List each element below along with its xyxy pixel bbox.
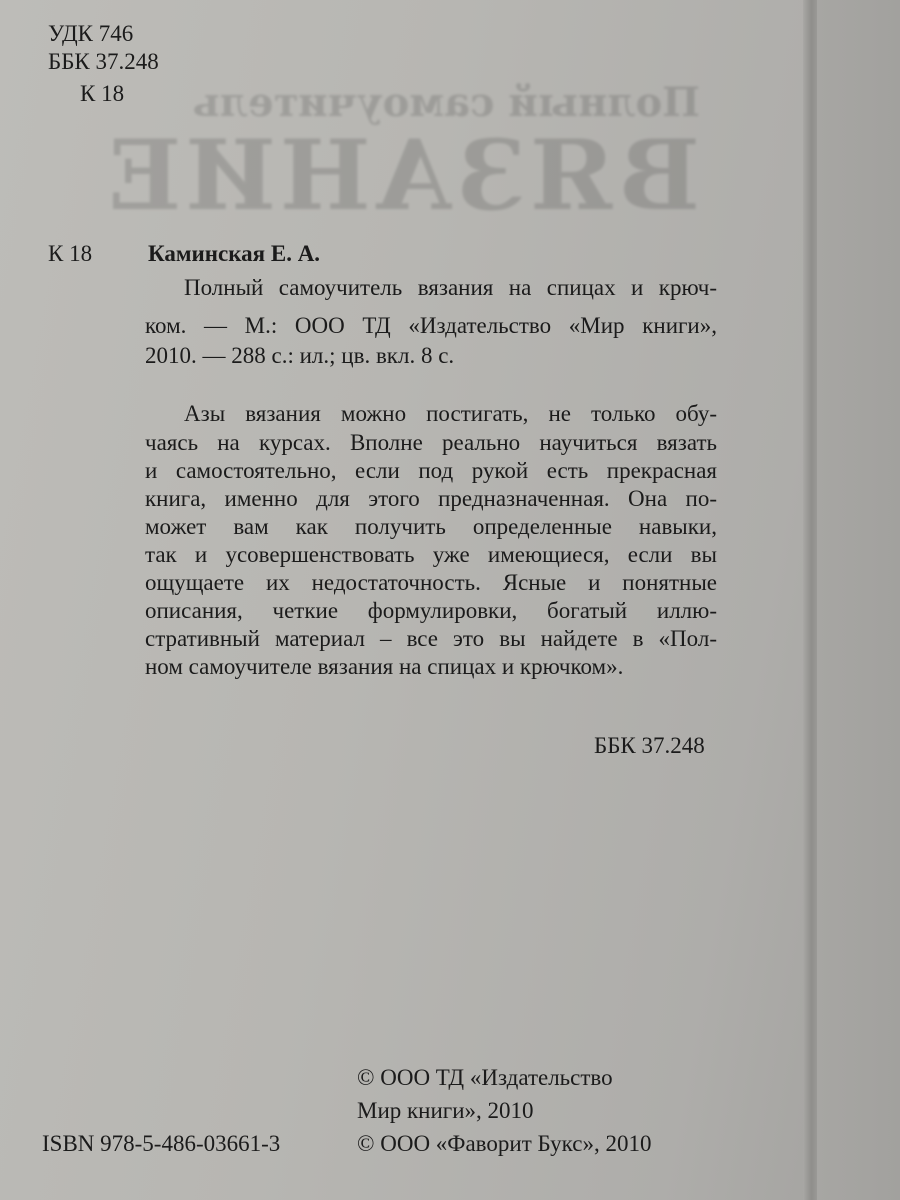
description-line: ком. — М.: ООО ТД «Издательство «Мир книги», xyxy=(145,313,717,338)
description-line: Полный самоучитель вязания на спицах и крюч- xyxy=(184,275,717,300)
annotation-line: Азы вязания можно постигать, не только обу- xyxy=(184,401,717,426)
description-line: 2010. — 288 с.: ил.; цв. вкл. 8 с. xyxy=(145,343,455,368)
author-mark: К 18 xyxy=(80,81,125,106)
author-name: Каминская Е. А. xyxy=(148,241,321,266)
annotation-line: стративный материал – все это вы найдете в «Пол- xyxy=(145,626,717,651)
page-edge xyxy=(803,0,817,1200)
annotation-line: чаясь на курсах. Вполне реально научиться вязать xyxy=(145,430,717,455)
annotation-line: описания, четкие формулировки, богатый иллю- xyxy=(145,598,717,623)
bbk-code-bottom: ББК 37.248 xyxy=(594,733,705,758)
annotation-line: может вам как получить определенные навыки, xyxy=(145,514,717,539)
entry-author-mark: К 18 xyxy=(48,241,93,266)
copyright-publisher: © ООО ТД «Издательство xyxy=(357,1065,613,1090)
next-page-edge xyxy=(817,0,900,1200)
annotation-line: ном самоучителе вязания на спицах и крючком». xyxy=(145,654,624,679)
isbn: ISBN 978-5-486-03661-3 xyxy=(42,1131,281,1156)
bbk-code: ББК 37.248 xyxy=(48,49,159,74)
annotation-line: книга, именно для этого предназначенная. Она по- xyxy=(145,486,717,511)
annotation-line: так и усовершенствовать уже имеющиеся, если вы xyxy=(145,542,717,567)
annotation-line: ощущаете их недостаточность. Ясные и понятные xyxy=(145,570,717,595)
udk-code: УДК 746 xyxy=(48,21,134,46)
annotation-line: и самостоятельно, если под рукой есть прекрасная xyxy=(145,458,717,483)
copyright-publisher-cont: Мир книги», 2010 xyxy=(357,1098,534,1123)
copyright-favorit: © ООО «Фаворит Букс», 2010 xyxy=(357,1131,652,1156)
